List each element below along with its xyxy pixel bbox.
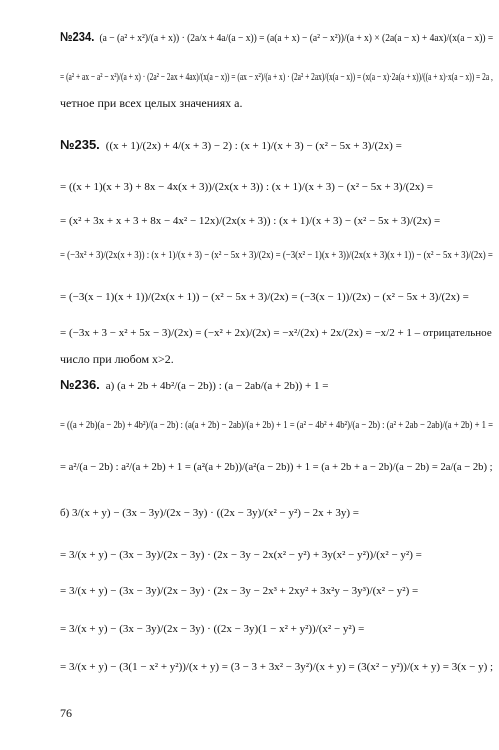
problem-235-line-3: = (x² + 3x + x + 3 + 8x − 4x² − 12x)/(2x(x + 3)) : (x + 1)/(x + 3) − (x² − 5x + 3)/(2x) = <box>60 215 441 227</box>
problem-236-line-6: = 3/(x + y) − (3x − 3y)/(2x − 3y) · (2x − 3y − 2x³ + 2xy² + 3x²y − 3y³)/(x² − y²) = <box>60 585 419 597</box>
problem-236-line-2: = ((a + 2b)(a − 2b) + 4b²)/(a − 2b) : (a(a + 2b) − 2ab)/(a + 2b) + 1 = (a² − 4b² + 4b²)/(a − 2b) : (a² + 2ab − 2ab)/(a + 2b) + 1 = <box>60 419 494 431</box>
problem-235-line-1: №235. ((x + 1)/(2x) + 4/(x + 3) − 2) : (x + 1)/(x + 3) − (x² − 5x + 3)/(2x) = <box>60 138 402 152</box>
problem-235-conclusion: число при любом x>2. <box>60 352 174 366</box>
problem-236-line-4: б) 3/(x + y) − (3x − 3y)/(2x − 3y) · ((2x − 3y)/(x² − y²) − 2x + 3y) = <box>60 507 359 519</box>
problem-236-line-3: = a²/(a − 2b) : a²/(a + 2b) + 1 = (a²(a + 2b))/(a²(a − 2b)) + 1 = (a + 2b + a − 2b)/(a − 2b) = 2a/(a − 2b) ; <box>60 461 493 473</box>
problem-235-line-4: = (−3x² + 3)/(2x(x + 3)) : (x + 1)/(x + 3) − (x² − 5x + 3)/(2x) = (−3(x² − 1)(x + 3))/(2x(x + 3)(x + 1)) − (x² − 5x + 3)/(2x) = <box>60 249 493 261</box>
problem-235-line-6: = (−3x + 3 − x² + 5x − 3)/(2x) = (−x² + 2x)/(2x) = −x²/(2x) + 2x/(2x) = −x/2 + 1 – отрицательное <box>60 327 492 339</box>
problem-234-conclusion: четное при всех целых значениях a. <box>60 96 243 110</box>
problem-236-line-8: = 3/(x + y) − (3(1 − x² + y²))/(x + y) = (3 − 3 + 3x² − 3y²)/(x + y) = (3(x² − y²))/(x + y) = 3(x − y) ; <box>60 661 494 673</box>
problem-235-number: №235. <box>60 138 100 152</box>
problem-234-line-1: №234. (a − (a² + x²)/(a + x)) · (2a/x + 4a/(a − x)) = (a(a + x) − (a² − x²))/(a + x) × (2a(a − x) + 4ax)/(x(a − x)) = <box>60 30 494 44</box>
problem-235-line-5: = (−3(x − 1)(x + 1))/(2x(x + 1)) − (x² − 5x + 3)/(2x) = (−3(x − 1))/(2x) − (x² − 5x + 3)/(2x) = <box>60 291 469 303</box>
page-number: 76 <box>60 706 72 720</box>
problem-236-line-1: №236. а) (a + 2b + 4b²/(a − 2b)) : (a − 2ab/(a + 2b)) + 1 = <box>60 378 329 392</box>
problem-236-number: №236. <box>60 378 100 392</box>
problem-235-line-2: = ((x + 1)(x + 3) + 8x − 4x(x + 3))/(2x(x + 3)) : (x + 1)/(x + 3) − (x² − 5x + 3)/(2x) = <box>60 181 433 193</box>
problem-234-number: №234. <box>60 30 95 44</box>
problem-236-line-5: = 3/(x + y) − (3x − 3y)/(2x − 3y) · (2x − 3y − 2x(x² − y²) + 3y(x² − y²))/(x² − y²) = <box>60 549 422 561</box>
problem-234-line-2: = (a² + ax − a² − x²)/(a + x) · (2a² − 2ax + 4ax)/(x(a − x)) = (ax − x²)/(a + x) · (2a² + 2ax)/(x(a − x)) = (x(a − x)·2a(a + x))/((a + x)·x(a − x)) = 2a , <box>60 71 493 83</box>
problem-236-line-7: = 3/(x + y) − (3x − 3y)/(2x − 3y) · ((2x − 3y)(1 − x² + y²))/(x² − y²) = <box>60 623 365 635</box>
